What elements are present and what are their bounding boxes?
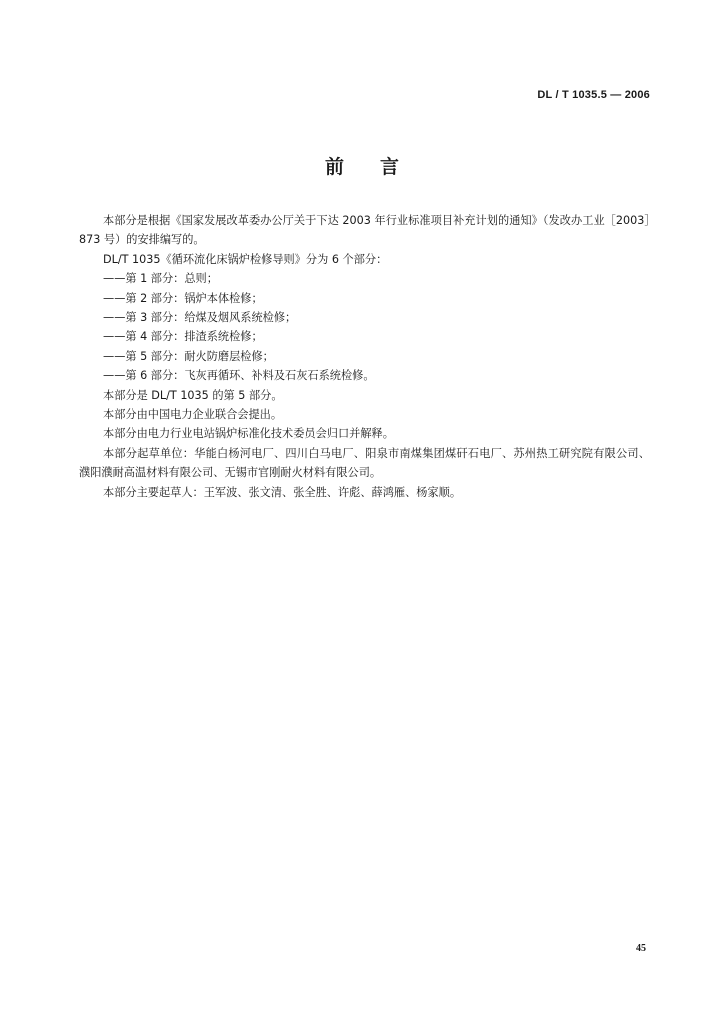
- list-item-part-1: ——第 1 部分：总则；: [103, 272, 218, 286]
- paragraph-proposed-by: 本部分由中国电力企业联合会提出。: [103, 408, 283, 422]
- list-item-part-2: ——第 2 部分：锅炉本体检修；: [103, 291, 263, 305]
- list-item-part-4: ——第 4 部分：排渣系统检修；: [103, 330, 263, 344]
- paragraph-parts-intro: DL/T 1035《循环流化床锅炉检修导则》分为 6 个部分：: [103, 252, 388, 266]
- list-item-part-5: ——第 5 部分：耐火防磨层检修；: [103, 349, 274, 363]
- list-item-part-3: ——第 3 部分：给煤及烟风系统检修；: [103, 311, 297, 325]
- paragraph-basis: 本部分是根据《国家发展改革委办公厅关于下达 2003 年行业标准项目补充计划的通知》（发改办工业［2003］873 号）的安排编写的。: [79, 214, 650, 247]
- list-item-part-6: ——第 6 部分：飞灰再循环、补料及石灰石系统检修。: [103, 369, 375, 383]
- page-number: 45: [636, 943, 646, 954]
- page-title: 前言: [324, 156, 435, 178]
- paragraph-drafters: 本部分主要起草人：王军波、张文清、张全胜、许彪、薛鸿雁、杨家顺。: [103, 485, 462, 499]
- paragraph-administered-by: 本部分由电力行业电站锅炉标准化技术委员会归口并解释。: [103, 427, 394, 441]
- foreword-body: [79, 211, 650, 502]
- paragraph-drafting-units: 本部分起草单位：华能白杨河电厂、四川白马电厂、阳泉市南煤集团煤矸石电厂、苏州热工研究院有限公司、濮阳濮耐高温材料有限公司、无锡市官刚耐火材料有限公司。: [79, 446, 650, 480]
- document-code: DL / T 1035.5 — 2006: [537, 89, 650, 101]
- paragraph-this-part: 本部分是 DL/T 1035 的第 5 部分。: [103, 388, 283, 402]
